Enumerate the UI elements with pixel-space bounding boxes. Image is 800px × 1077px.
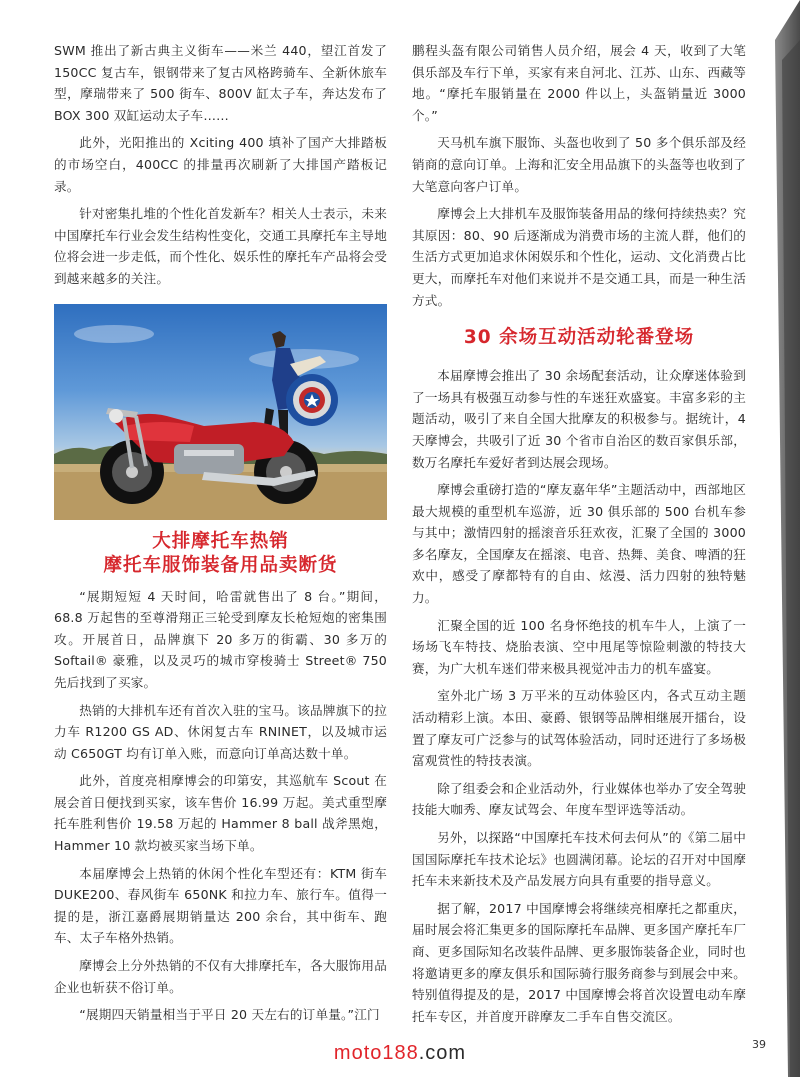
site-domain: .com [418, 1042, 467, 1064]
article-paragraph: 本届摩博会推出了 30 余场配套活动，让众摩迷体验到了一场具有极强互动参与性的车迷狂欢盛宴。丰富多彩的主题活动，吸引了来自全国大批摩友的积极参与。据统计，4 天摩博会，共吸引了近 30 个省市自治区的数百家俱乐部，数万名摩托车爱好者到达展会现场。 [412, 368, 746, 470]
article-paragraph: 除了组委会和企业活动外，行业媒体也举办了安全驾驶技能大咖秀、摩友试驾会、年度车型评选等活动。 [412, 780, 746, 818]
article-paragraph: 室外北广场 3 万平米的互动体验区内，各式互动主题活动精彩上演。本田、豪爵、银钢等品牌相继展开擂台，设置了摩友可广泛参与的试驾体验活动，同时还进行了多场极富观赏性的特技表演。 [412, 688, 746, 769]
article-paragraph: “展期四天销量相当于平日 20 天左右的订单量。”江门 [79, 1007, 380, 1023]
article-paragraph: 汇聚全国的近 100 名身怀绝技的机车牛人，上演了一场场飞车特技、烧胎表演、空中甩尾等惊险刺激的特技大赛，为广大机车迷们带来极具视觉冲击力的机车盛宴。 [412, 617, 746, 676]
section-title-left [54, 530, 387, 578]
article-paragraph: 据了解，2017 中国摩博会将继续亮相摩托之都重庆，届时展会将汇集更多的国际摩托车品牌、更多国产摩托车厂商、更多国际知名改装件品牌、更多服饰装备企业，同时也将邀请更多的摩友俱乐和国际骑行服务商参与到展会中来。特别值得提及的是，2017 中国摩博会将首次设置电动车摩托车专区，并首度开辟摩友二手车自售交流区。 [412, 900, 746, 1024]
article-paragraph: 此外，首度亮相摩博会的印第安，其巡航车 Scout 在展会首日便找到买家，该车售价 16.99 万起。美式重型摩托车胜利售价 19.58 万起的 Hammer 8 ball 战斧黑炮，Hammer 10 款均被买家当场下单。 [54, 773, 387, 854]
section-title-right: 30 余场互动活动轮番登场 [463, 327, 695, 349]
article-paragraph: 摩博会上大排机车及服饰装备用品的缘何持续热卖？究其原因：80、90 后逐渐成为消费市场的主流人群，他们的生活方式更加追求休闲娱乐和个性化，运动、文化消费占比更大，而摩托车对他们来说并不是交通工具，而是一种生活方式。 [412, 206, 746, 308]
article-paragraph: 摩博会上分外热销的不仅有大排摩托车，各大服饰用品企业也斩获不俗订单。 [54, 958, 387, 995]
article-paragraph: “展期短短 4 天时间，哈雷就售出了 8 台。”期间，68.8 万起售的至尊滑翔正三轮受到摩友长枪短炮的密集围攻。开展首日，品牌旗下 20 多万的街霸、30 多万的 Softail® 豪雅，以及灵巧的城市穿梭骑士 Street® 750 先后找到了买家。 [54, 588, 387, 690]
section-title-line2: 摩托车服饰装备用品卖断货 [103, 554, 338, 576]
article-paragraph: 天马机车旗下服饰、头盔也收到了 50 多个俱乐部及经销商的意向订单。上海和汇安全用品旗下的头盔等也收到了大笔意向客户订单。 [412, 135, 746, 194]
article-paragraph: 热销的大排机车还有首次入驻的宝马。该品牌旗下的拉力车 R1200 GS AD、休闲复古车 RNINET，以及城市运动 C650GT 均有订单入账，而意向订单高达数十单。 [54, 702, 387, 761]
section-title-line1: 大排摩托车热销 [152, 530, 289, 552]
article-paragraph: 另外，以探路“中国摩托车技术何去何从”的《第二届中国国际摩托车技术论坛》也圆满闭幕。论坛的召开对中国摩托车未来新技术及产品发展方向具有重要的指导意义。 [412, 830, 746, 889]
article-paragraph: 本届摩博会上热销的休闲个性化车型还有：KTM 街车 DUKE200、春风街车 650NK 和拉力车、旅行车。值得一提的是，浙江嘉爵展期销量达 200 余台，其中街车、跑车、太子车格外热销。 [54, 865, 387, 946]
left-column [54, 40, 387, 1032]
article-paragraph: 此外，光阳推出的 Xciting 400 填补了国产大排踏板的市场空白，400CC 的排量再次刷新了大排国产踏板记录。 [54, 135, 387, 194]
right-column [412, 40, 746, 1033]
motorcycle-photo [54, 304, 387, 520]
page-number: 39 [752, 1038, 766, 1051]
motorcycle-rider-illustration [54, 304, 387, 520]
site-name: moto188 [333, 1042, 419, 1064]
site-watermark[interactable] [0, 1042, 800, 1065]
article-paragraph: 针对密集扎堆的个性化首发新车？相关人士表示，未来中国摩托车行业会发生结构性变化，交通工具摩托车主导地位将会进一步走低，而个性化、娱乐性的摩托车产品将会受到越来越多的关注。 [54, 206, 387, 286]
article-paragraph: 摩博会重磅打造的“摩友嘉年华”主题活动中，西部地区最大规模的重型机车巡游，近 30 俱乐部的 500 台机车参与其中；激情四射的摇滚音乐狂欢夜，汇聚了全国的 3000 多名摩友，全国摩友在摇滚、电音、热舞、美食、啤酒的狂欢中，感受了摩都特有的自由、炫漫、活力四射的独特魅力。 [412, 482, 746, 606]
article-paragraph: 鹏程头盔有限公司销售人员介绍，展会 4 天，收到了大笔俱乐部及车行下单，买家有来自河北、江苏、山东、西藏等地。“摩托车服销量在 2000 件以上，头盔销量近 3000 个。” [412, 43, 746, 123]
article-paragraph: SWM 推出了新古典主义街车——米兰 440，望江首发了 150CC 复古车，银钢带来了复古风格跨骑车、全新休旅车型，摩瑞带来了 500 街车、800V 缸太子车，奔达发布了 BOX 300 双缸运动太子车…… [54, 43, 387, 123]
